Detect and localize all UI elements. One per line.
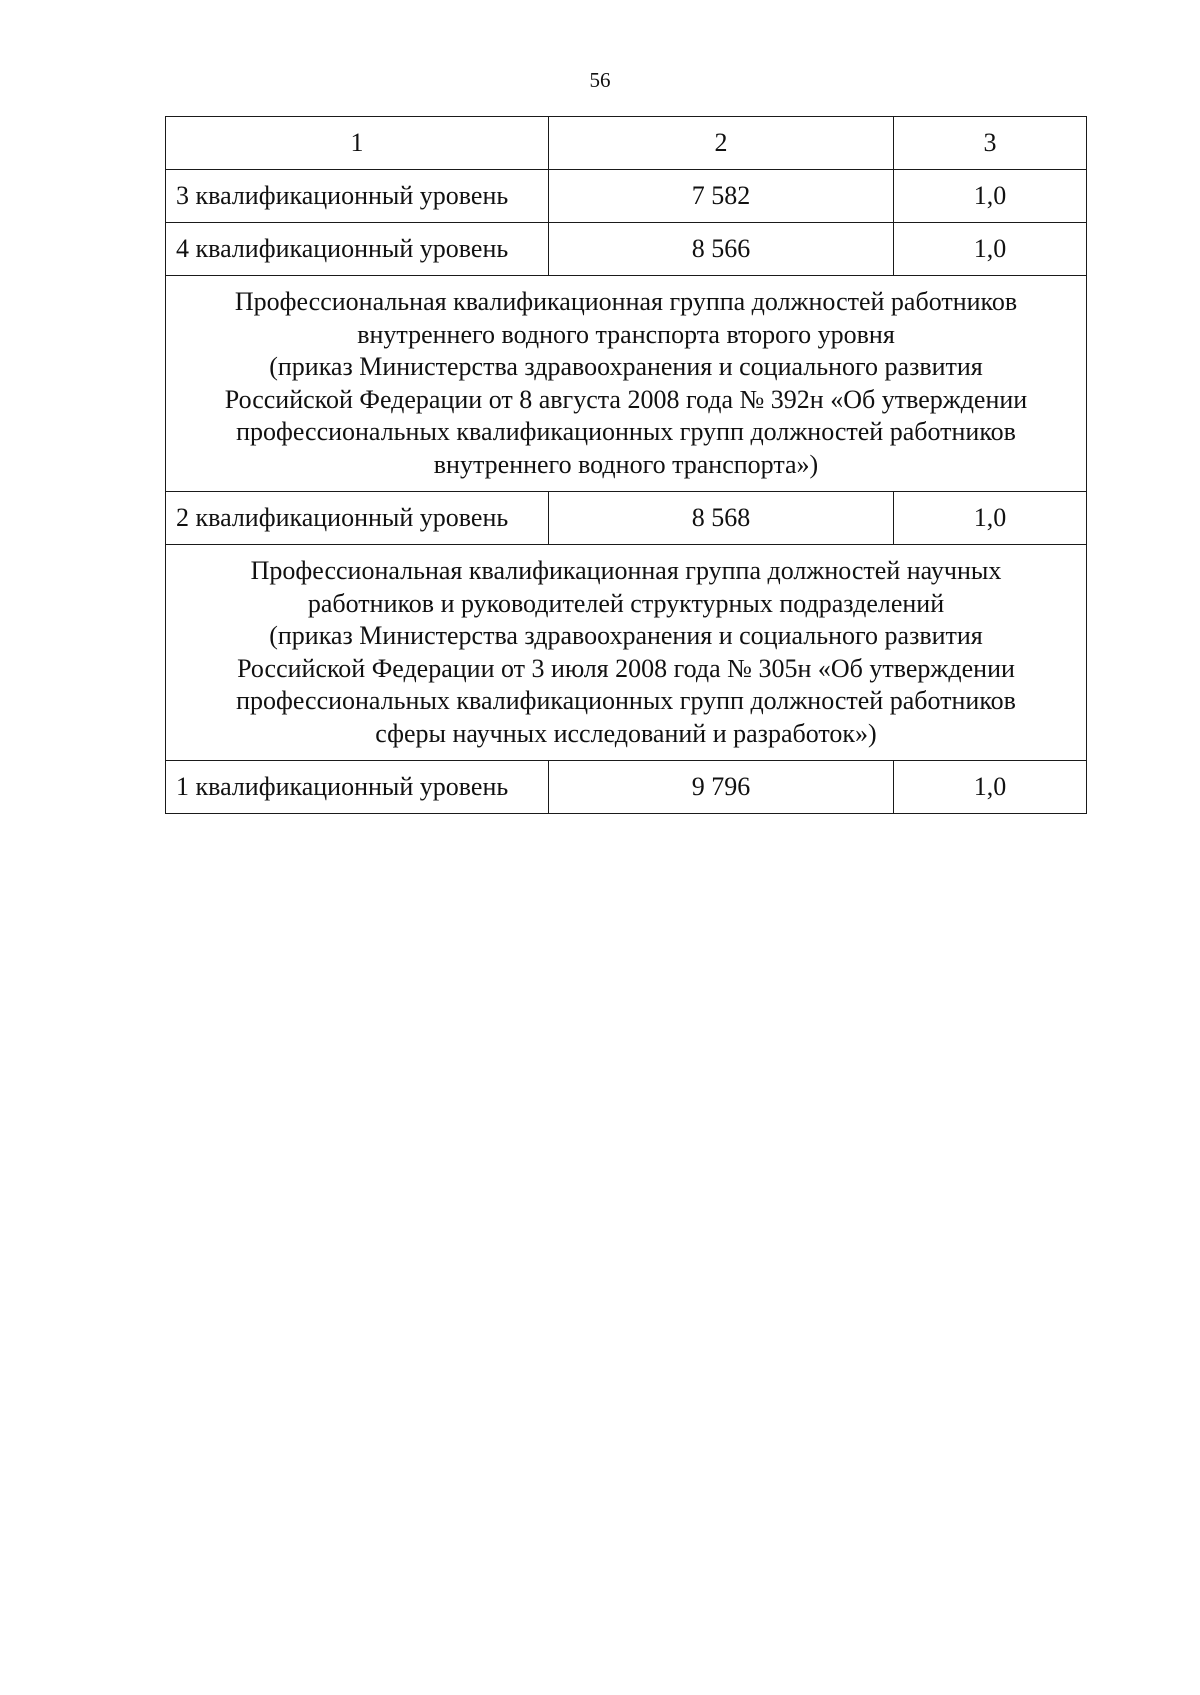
qualification-level-name: 3 квалификационный уровень bbox=[166, 170, 549, 223]
salary-value: 9 796 bbox=[549, 761, 894, 814]
qualification-table bbox=[165, 116, 1087, 814]
group-heading bbox=[166, 276, 1087, 492]
salary-value: 8 566 bbox=[549, 223, 894, 276]
table-row bbox=[166, 170, 1087, 223]
page-number: 56 bbox=[589, 68, 611, 92]
table-row bbox=[166, 761, 1087, 814]
coefficient-value: 1,0 bbox=[894, 761, 1087, 814]
group-heading-line: профессиональных квалификационных групп должностей работников bbox=[236, 417, 1016, 446]
coefficient-value: 1,0 bbox=[894, 170, 1087, 223]
group-heading-line: Профессиональная квалификационная группа должностей работников bbox=[234, 287, 1018, 316]
group-heading-line: внутреннего водного транспорта») bbox=[433, 449, 819, 479]
qualification-level-name: 2 квалификационный уровень bbox=[166, 492, 549, 545]
group-heading bbox=[166, 545, 1087, 761]
salary-value: 7 582 bbox=[549, 170, 894, 223]
table-row bbox=[166, 223, 1087, 276]
salary-value: 8 568 bbox=[549, 492, 894, 545]
group-heading-line: профессиональных квалификационных групп должностей работников bbox=[236, 686, 1016, 715]
column-number-1: 1 bbox=[166, 117, 549, 170]
table-header-row bbox=[166, 117, 1087, 170]
table-row bbox=[166, 492, 1087, 545]
group-heading-row bbox=[166, 276, 1087, 492]
group-heading-line: Российской Федерации от 3 июля 2008 года № 305н «Об утверждении bbox=[237, 653, 1015, 683]
group-heading-row bbox=[166, 545, 1087, 761]
group-heading-line: (приказ Министерства здравоохранения и социального развития bbox=[269, 352, 983, 381]
column-number-2: 2 bbox=[549, 117, 894, 170]
column-number-3: 3 bbox=[894, 117, 1087, 170]
group-heading-line: Профессиональная квалификационная группа должностей научных bbox=[250, 556, 1002, 585]
qualification-level-name: 1 квалификационный уровень bbox=[166, 761, 549, 814]
group-heading-line: внутреннего водного транспорта второго уровня bbox=[357, 319, 895, 349]
coefficient-value: 1,0 bbox=[894, 223, 1087, 276]
group-heading-line: сферы научных исследований и разработок») bbox=[375, 718, 877, 748]
group-heading-line: Российской Федерации от 8 августа 2008 года № 392н «Об утверждении bbox=[224, 384, 1028, 414]
group-heading-line: работников и руководителей структурных подразделений bbox=[307, 588, 945, 618]
qualification-level-name: 4 квалификационный уровень bbox=[166, 223, 549, 276]
coefficient-value: 1,0 bbox=[894, 492, 1087, 545]
group-heading-line: (приказ Министерства здравоохранения и социального развития bbox=[269, 621, 983, 650]
